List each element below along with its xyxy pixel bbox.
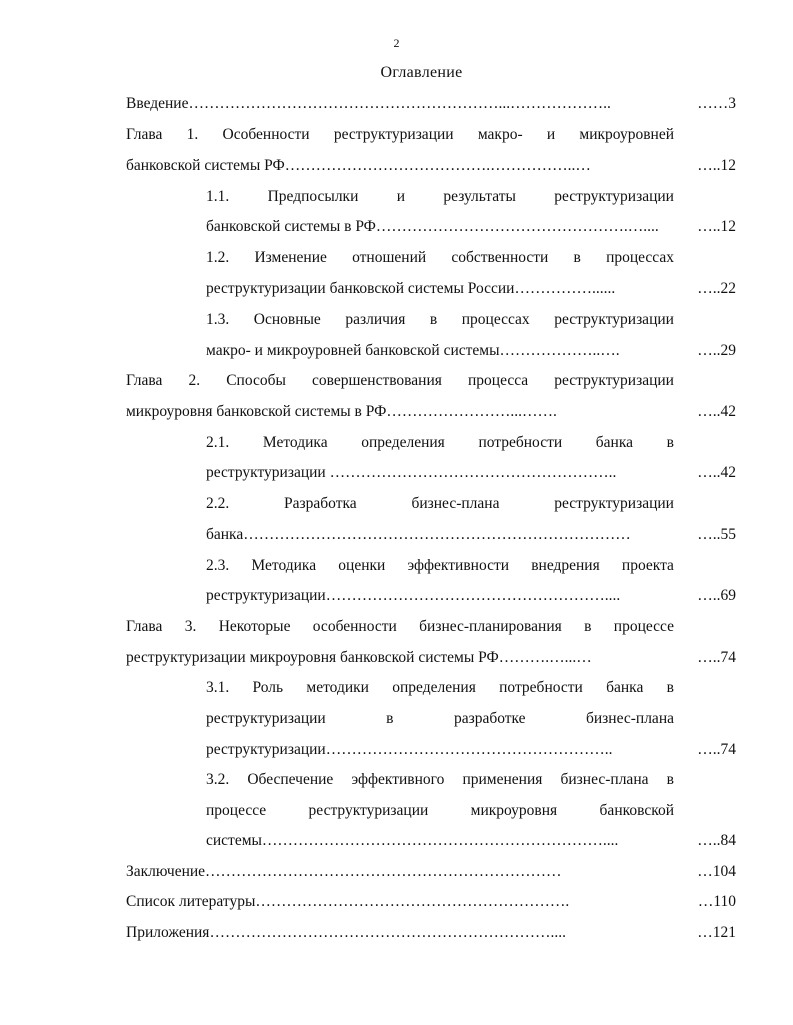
word: микроуровня xyxy=(470,802,558,819)
word: и xyxy=(546,126,556,143)
word: Изменение xyxy=(254,249,327,266)
toc-entry-line xyxy=(126,616,674,638)
toc-entry-line xyxy=(126,370,674,392)
justified-text xyxy=(206,769,674,791)
justified-text xyxy=(206,555,674,577)
toc-page-ref: …..74 xyxy=(697,649,736,666)
word: процессах xyxy=(461,311,530,328)
toc-title: Оглавление xyxy=(380,64,463,81)
word: бизнес-плана xyxy=(586,710,674,727)
word: 1.1. xyxy=(206,188,230,205)
word: макро- xyxy=(477,126,523,143)
toc-entry-line xyxy=(206,247,674,269)
justified-text xyxy=(206,493,674,515)
toc-page-ref: …..22 xyxy=(697,280,736,297)
word: определения xyxy=(361,434,445,451)
toc-entry-line: банковской системы РФ………………………………….……………..… xyxy=(126,157,591,174)
word: Предпосылки xyxy=(267,188,359,205)
toc-page-ref: …..69 xyxy=(697,587,736,604)
word: результаты xyxy=(443,188,516,205)
justified-text xyxy=(126,370,674,392)
word: реструктуризации xyxy=(333,126,454,143)
justified-text xyxy=(206,708,674,730)
word: в xyxy=(666,434,674,451)
toc-page-ref: …..55 xyxy=(697,526,736,543)
word: Глава xyxy=(126,372,163,389)
justified-text xyxy=(206,247,674,269)
toc-entry-line: банка………………………………………………………………… xyxy=(206,526,631,543)
word: бизнес-планирования xyxy=(419,618,562,635)
toc-page-ref: …104 xyxy=(697,863,736,880)
word: банковской xyxy=(599,802,674,819)
justified-text xyxy=(206,186,674,208)
word: и xyxy=(396,188,406,205)
toc-page-ref: …..42 xyxy=(697,464,736,481)
word: в xyxy=(429,311,438,328)
word: процессе xyxy=(613,618,674,635)
toc-page-ref: …121 xyxy=(697,924,736,941)
word: Некоторые xyxy=(218,618,291,635)
word: реструктуризации xyxy=(554,372,674,389)
word: банка xyxy=(606,679,644,696)
toc-entry-line xyxy=(206,769,674,791)
toc-entry-line xyxy=(206,309,674,331)
word: 2.3. xyxy=(206,557,230,574)
word: 3.1. xyxy=(206,679,230,696)
word: потребности xyxy=(499,679,583,696)
toc-entry-line: банковской системы в РФ………………………………………….….... xyxy=(206,218,659,235)
word: Глава xyxy=(126,618,163,635)
word: применения xyxy=(462,771,543,788)
toc-entry-line: макро- и микроуровней банковской системы………………..…. xyxy=(206,342,620,359)
word: Особенности xyxy=(222,126,310,143)
word: реструктуризации xyxy=(308,802,429,819)
toc-entry-line: реструктуризации микроуровня банковской системы РФ……….…...… xyxy=(126,649,592,666)
toc-entry-line xyxy=(206,677,674,699)
word: внедрения xyxy=(531,557,600,574)
toc-entry-line: реструктуризации ……………………………………………….. xyxy=(206,464,617,481)
toc-entry-line xyxy=(206,800,674,822)
toc-entry-line xyxy=(126,124,674,146)
toc-entry-line: Заключение…………………………………………………………… xyxy=(126,863,562,880)
word: реструктуризации xyxy=(554,495,674,512)
word: Основные xyxy=(253,311,321,328)
toc-page-ref: …110 xyxy=(697,893,736,910)
word: отношений xyxy=(352,249,427,266)
toc-page-ref: ……3 xyxy=(697,95,736,112)
toc-entry-line: системы………………………………………………………….... xyxy=(206,832,619,849)
justified-text xyxy=(126,616,674,638)
word: Методика xyxy=(251,557,317,574)
toc-page-ref: …..12 xyxy=(697,218,736,235)
word: Способы xyxy=(226,372,286,389)
word: Роль xyxy=(252,679,284,696)
toc-entry-line: реструктуризации банковской системы России……………...... xyxy=(206,280,616,297)
toc-entry-line: реструктуризации……………………………………………….. xyxy=(206,741,613,758)
justified-text xyxy=(206,800,674,822)
word: 3.2. xyxy=(206,771,230,788)
word: эффективности xyxy=(407,557,510,574)
word: определения xyxy=(392,679,476,696)
word: бизнес-плана xyxy=(560,771,649,788)
word: различия xyxy=(345,311,406,328)
toc-entry-line: микроуровня банковской системы в РФ……………………...……. xyxy=(126,403,557,420)
word: реструктуризации xyxy=(554,311,674,328)
word: бизнес-плана xyxy=(411,495,500,512)
toc-entry-line xyxy=(206,555,674,577)
word: 1.3. xyxy=(206,311,230,328)
word: Разработка xyxy=(284,495,357,512)
toc-entry-line xyxy=(206,186,674,208)
word: методики xyxy=(306,679,369,696)
word: 2.1. xyxy=(206,434,230,451)
justified-text xyxy=(206,309,674,331)
word: в xyxy=(666,771,674,788)
word: совершенствования xyxy=(311,372,442,389)
toc-entry-line: реструктуризации……………………………………………….... xyxy=(206,587,621,604)
word: в xyxy=(584,618,592,635)
word: в xyxy=(386,710,394,727)
toc-entry-line xyxy=(206,432,674,454)
word: реструктуризации xyxy=(554,188,674,205)
justified-text xyxy=(206,677,674,699)
word: проекта xyxy=(621,557,674,574)
word: банка xyxy=(595,434,634,451)
word: 3. xyxy=(184,618,197,635)
toc-page-ref: …..12 xyxy=(697,157,736,174)
word: Методика xyxy=(262,434,328,451)
toc-page-ref: …..42 xyxy=(697,403,736,420)
word: процесса xyxy=(467,372,529,389)
toc-entry-line: Введение……………………………………………………...……………….. xyxy=(126,95,611,112)
toc-entry-line xyxy=(206,493,674,515)
word: 1.2. xyxy=(206,249,230,266)
word: Глава xyxy=(126,126,163,143)
word: в xyxy=(573,249,581,266)
word: собственности xyxy=(451,249,549,266)
justified-text xyxy=(126,124,674,146)
word: 1. xyxy=(186,126,199,143)
word: процессах xyxy=(606,249,674,266)
word: в xyxy=(666,679,674,696)
word: реструктуризации xyxy=(206,710,326,727)
word: 2.2. xyxy=(206,495,230,512)
toc-page-ref: …..84 xyxy=(697,832,736,849)
word: особенности xyxy=(312,618,397,635)
toc-entry-line: Приложения………………………………………………………….... xyxy=(126,924,566,941)
toc-entry-line xyxy=(206,708,674,730)
toc-page-ref: …..74 xyxy=(697,741,736,758)
word: эффективного xyxy=(351,771,445,788)
word: разработке xyxy=(453,710,526,727)
word: 2. xyxy=(188,372,201,389)
word: процессе xyxy=(206,802,267,819)
page-number: 2 xyxy=(393,36,400,50)
toc-page-ref: …..29 xyxy=(697,342,736,359)
word: Обеспечение xyxy=(247,771,334,788)
justified-text xyxy=(206,432,674,454)
word: оценки xyxy=(338,557,386,574)
toc-entry-line: Список литературы……………………………………………………. xyxy=(126,893,570,910)
word: микроуровней xyxy=(579,126,674,143)
word: потребности xyxy=(478,434,563,451)
